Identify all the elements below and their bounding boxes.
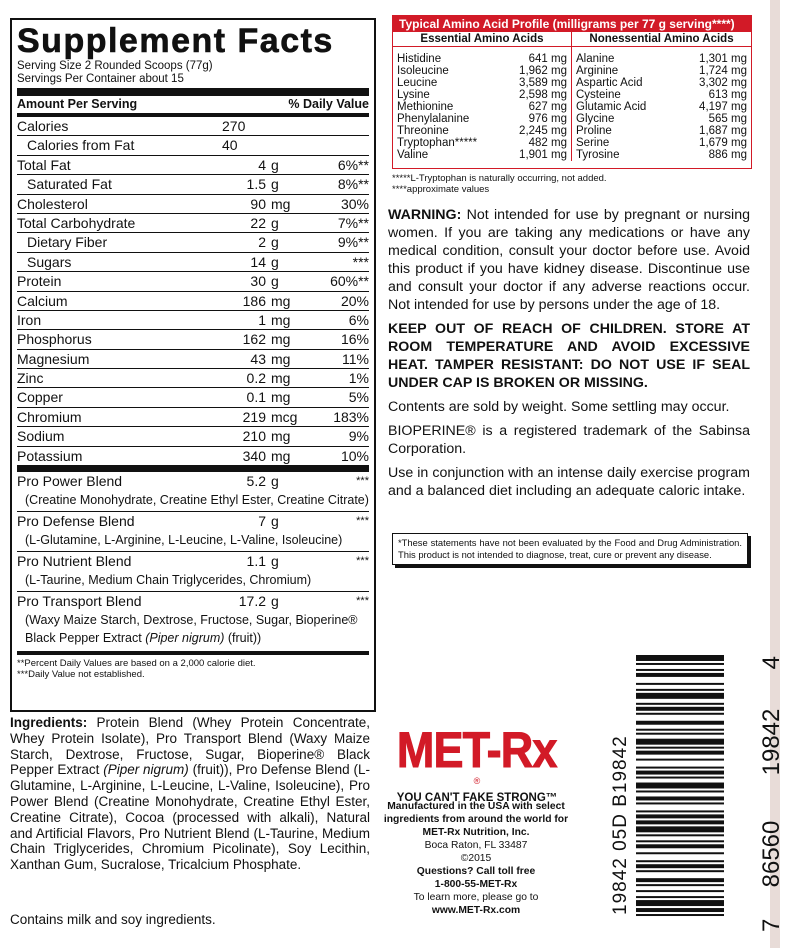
- nutrient-name: Chromium: [17, 408, 82, 425]
- nutrient-row: [17, 292, 369, 311]
- amino-value: 1,724 mg: [699, 65, 747, 77]
- nutrient-name: Phosphorus: [17, 331, 92, 348]
- calories-fat-label: Calories from Fat: [27, 137, 135, 154]
- amino-value: 641 mg: [528, 53, 567, 65]
- amino-name: Arginine: [576, 65, 619, 77]
- calories-label: Calories: [17, 118, 69, 134]
- blend-unit: g: [271, 473, 279, 490]
- amino-name: Isoleucine: [397, 65, 449, 77]
- nutrient-row: [17, 311, 369, 330]
- tryptophan-note: *****L-Tryptophan is naturally occurring, not added.: [392, 173, 607, 184]
- allergen-statement: Contains milk and soy ingredients.: [10, 912, 216, 927]
- nutrient-amount: 210: [242, 428, 266, 445]
- essential-column: [393, 47, 572, 161]
- blend-dv: ***: [356, 475, 369, 488]
- ingredients-part: (fruit)), Pro Defense Blend (L-Glutamine, L-Arginine, L-Leucine, L-Valine, Isoleucine), Pro Power Blend (Creatine Monohydrate, Creatine Ethyl Ester, Creatine Citrate), Cocoa (processed with alkali), Natural and Artificial Flavors, Pro Nutrient Blend (L-Taurine, Medium Chain Triglycerides, Chromium Picolinate), Soy Lecithin, Xanthan Gum, Sucralose, Tricalcium Phosphate.: [10, 762, 370, 873]
- nutrient-unit: g: [271, 214, 279, 231]
- amino-value: 565 mg: [708, 113, 747, 125]
- serving-size: Serving Size 2 Rounded Scoops (77g): [17, 60, 213, 72]
- nutrient-unit: mg: [271, 331, 291, 348]
- nutrient-unit: g: [271, 156, 279, 173]
- calories-fat-row: [17, 136, 369, 155]
- nutrient-dv: 7%**: [337, 214, 369, 231]
- nutrient-dv: 16%: [340, 331, 369, 348]
- barcode-bar: [636, 759, 724, 761]
- nutrient-amount: 22: [250, 214, 266, 231]
- nutrient-name: Iron: [17, 311, 42, 328]
- fda-disclaimer: *These statements have not been evaluated by the Food and Drug Administration. This product is not intended to diagnose, treat, cure or prevent any disease.: [392, 533, 748, 565]
- blend-unit: g: [271, 593, 279, 610]
- nutrient-row: [17, 350, 369, 369]
- amino-value: 886 mg: [708, 149, 747, 161]
- barcode-bar: [636, 860, 724, 862]
- amino-name: Lysine: [397, 89, 430, 101]
- barcode-bar: [636, 707, 724, 711]
- warning-label: WARNING:: [388, 207, 462, 223]
- nutrient-unit: mg: [271, 292, 291, 309]
- amino-row: [397, 125, 567, 137]
- blend-amount: 17.2: [238, 593, 266, 610]
- amino-name: Threonine: [397, 125, 449, 137]
- barcode-bar: [636, 796, 724, 800]
- amino-row: [576, 65, 747, 77]
- nutrient-amount: 90: [250, 195, 266, 212]
- amino-row: [576, 149, 747, 161]
- nutrient-row: [17, 175, 369, 194]
- nutrient-row: [17, 233, 369, 252]
- ingredients-text: [10, 715, 370, 873]
- nutrient-dv: 11%: [342, 350, 369, 367]
- barcode-bar: [636, 767, 724, 769]
- divider-bottom: [17, 651, 369, 655]
- ingredients-part: Protein Blend (Whey Protein Concentrate, Whey Protein Isolate), Pro Transport Blend (Waxy Maize Starch, Dextrose, Fructose, Sugar, Bioperine® Black Pepper Extract: [10, 715, 370, 778]
- nutrient-dv: 6%: [348, 311, 369, 328]
- nutrient-amount: 0.1: [246, 389, 266, 406]
- barcode-digit-1: 7: [758, 918, 785, 932]
- barcode-bar: [636, 834, 724, 836]
- amino-value: 4,197 mg: [699, 101, 747, 113]
- nonessential-header: Nonessential Amino Acids: [589, 33, 734, 45]
- amino-name: Leucine: [397, 77, 438, 89]
- amino-value: 1,301 mg: [699, 53, 747, 65]
- nutrient-rows: [17, 156, 369, 466]
- brand-tagline: YOU CAN'T FAKE STRONG™: [396, 792, 558, 804]
- nutrient-dv: 6%**: [337, 156, 369, 173]
- barcode-bar: [636, 864, 724, 868]
- blend-rows: [17, 472, 369, 649]
- barcode-bar: [636, 655, 724, 661]
- mfg-copyright: ©2015: [460, 853, 492, 864]
- nutrient-row: [17, 447, 369, 466]
- amino-name: Glutamic Acid: [576, 101, 647, 113]
- nutrient-unit: mg: [271, 195, 291, 212]
- barcode-bar: [636, 683, 724, 685]
- bioperine-trademark: BIOPERINE® is a registered trademark of the Sabinsa Corporation.: [388, 423, 750, 457]
- blend-amount: 1.1: [246, 553, 266, 570]
- nutrient-dv: 8%**: [337, 176, 369, 193]
- amino-row: [397, 53, 567, 65]
- ingredients-italic: (Piper nigrum): [103, 762, 189, 778]
- barcode-bar: [636, 689, 724, 691]
- amino-value: 1,962 mg: [519, 65, 567, 77]
- blend-name: Pro Transport Blend: [17, 593, 142, 610]
- dv-header: % Daily Value: [288, 97, 369, 111]
- contents-note: Contents are sold by weight. Some settling may occur.: [388, 399, 730, 415]
- logo-wordmark: MET-Rx: [397, 722, 557, 778]
- amino-row: [576, 53, 747, 65]
- panel-title: Supplement Facts: [17, 22, 334, 60]
- nutrient-amount: 186: [242, 292, 266, 309]
- nutrient-name: Potassium: [17, 447, 83, 464]
- amino-value: 3,302 mg: [699, 77, 747, 89]
- nutrient-amount: 43: [250, 350, 266, 367]
- nutrient-unit: mcg: [271, 408, 298, 425]
- barcode-bar: [636, 747, 724, 749]
- barcode-bar: [636, 840, 724, 842]
- nutrient-row: [17, 253, 369, 272]
- amino-row: [397, 101, 567, 113]
- nutrient-row: [17, 369, 369, 388]
- blend-dv: ***: [356, 555, 369, 568]
- nutrient-amount: 4: [258, 156, 266, 173]
- amino-value: 1,679 mg: [699, 137, 747, 149]
- footnote-established: ***Daily Value not established.: [17, 669, 145, 681]
- nutrient-row: [17, 427, 369, 446]
- approximate-note: ****approximate values: [392, 184, 490, 195]
- nutrient-unit: g: [271, 253, 279, 270]
- nutrient-amount: 30: [250, 273, 266, 290]
- nutrient-name: Dietary Fiber: [27, 234, 108, 251]
- mfg-learn: To learn more, please go to: [413, 892, 539, 903]
- blend-desc-part: (Waxy Maize Starch, Dextrose, Fructose, Sugar, Bioperine® Black Pepper Extract: [25, 613, 358, 646]
- nutrient-amount: 340: [242, 447, 266, 464]
- amino-row: [397, 65, 567, 77]
- nutrient-unit: mg: [271, 447, 291, 464]
- blend-desc-italic: (Piper nigrum): [145, 631, 225, 646]
- nutrient-name: Total Fat: [17, 156, 71, 173]
- barcode-bar: [636, 896, 724, 898]
- nutrient-unit: mg: [271, 311, 291, 328]
- barcode-bar: [636, 826, 724, 832]
- nutrient-name: Saturated Fat: [27, 176, 112, 193]
- barcode-digit-2: 86560: [758, 820, 785, 888]
- amino-name: Methionine: [397, 101, 454, 113]
- barcode-bar: [636, 693, 724, 699]
- blend-row: [17, 512, 369, 552]
- nutrient-unit: mg: [271, 350, 291, 367]
- blend-row: [17, 472, 369, 512]
- barcode-bar: [636, 884, 724, 886]
- footnote-dv: **Percent Daily Values are based on a 2,000 calorie diet.: [17, 658, 256, 670]
- barcode-bar: [636, 814, 724, 818]
- ingredients-label: Ingredients:: [10, 715, 88, 730]
- nutrient-dv: 9%: [348, 428, 369, 445]
- blend-desc-part: (fruit)): [224, 631, 262, 646]
- amino-row: [576, 113, 747, 125]
- nutrient-amount: 0.2: [246, 370, 266, 387]
- barcode-bar: [636, 673, 724, 677]
- amino-value: 613 mg: [708, 89, 747, 101]
- barcode-bar: [636, 790, 724, 792]
- barcode-bar: [636, 810, 724, 812]
- nutrient-row: [17, 195, 369, 214]
- nutrient-dv: ***: [352, 253, 369, 270]
- nutrient-name: Total Carbohydrate: [17, 214, 136, 231]
- blend-description: [17, 611, 369, 647]
- amino-row: [397, 77, 567, 89]
- nutrient-amount: 1: [258, 311, 266, 328]
- nutrient-amount: 14: [250, 253, 266, 270]
- amino-value: 1,687 mg: [699, 125, 747, 137]
- barcode-bar: [636, 900, 724, 906]
- amino-row: [397, 113, 567, 125]
- lot-code: 19842 05D B19842: [610, 735, 631, 915]
- nutrient-row: [17, 272, 369, 291]
- blend-row: [17, 592, 369, 649]
- nutrient-unit: g: [271, 234, 279, 251]
- supplement-facts-panel: [10, 18, 376, 712]
- amino-name: Alanine: [576, 53, 615, 65]
- mfg-line: Manufactured in the USA with select ingredients from around the world for: [383, 801, 569, 825]
- blend-unit: g: [271, 513, 279, 530]
- nutrient-unit: g: [271, 273, 279, 290]
- barcode-bar: [636, 771, 724, 775]
- mfg-website: www.MET-Rx.com: [431, 905, 521, 916]
- divider-thick: [17, 88, 369, 96]
- nutrient-name: Copper: [17, 389, 63, 406]
- amino-name: Cysteine: [576, 89, 621, 101]
- barcode-bar: [636, 751, 724, 755]
- barcode-digit-4: 4: [758, 656, 785, 670]
- barcode-bar: [636, 703, 724, 705]
- nutrient-unit: mg: [271, 389, 291, 406]
- barcode-bar: [636, 777, 724, 779]
- barcode-bar: [636, 870, 724, 872]
- amino-name: Glycine: [576, 113, 615, 125]
- blend-description: (L-Glutamine, L-Arginine, L-Leucine, L-Valine, Isoleucine): [25, 533, 343, 548]
- blend-dv: ***: [356, 515, 369, 528]
- amino-name: Proline: [576, 125, 612, 137]
- nutrient-dv: 10%: [340, 447, 369, 464]
- amount-header: Amount Per Serving: [17, 97, 138, 111]
- nutrient-name: Sodium: [17, 428, 65, 445]
- nutrient-unit: mg: [271, 428, 291, 445]
- manufacturer-info: [378, 800, 574, 917]
- barcode-bar: [636, 783, 724, 789]
- barcode-bar: [636, 721, 724, 725]
- barcode-bar: [636, 852, 724, 854]
- nutrient-amount: 2: [258, 234, 266, 251]
- calories-value: 270: [222, 118, 246, 134]
- servings-per-container: Servings Per Container about 15: [17, 73, 184, 85]
- nutrient-dv: 5%: [348, 389, 369, 406]
- nutrient-name: Protein: [17, 273, 62, 290]
- amino-value: 3,589 mg: [519, 77, 567, 89]
- mfg-address: Boca Raton, FL 33487: [424, 840, 528, 851]
- amino-name: Tyrosine: [576, 149, 620, 161]
- barcode-bar: [636, 844, 724, 848]
- barcode-digits: [758, 632, 786, 932]
- warnings-section: [388, 206, 750, 506]
- nutrient-row: [17, 156, 369, 175]
- amino-value: 1,901 mg: [519, 149, 567, 161]
- amino-value: 2,598 mg: [519, 89, 567, 101]
- amino-row: [576, 89, 747, 101]
- blend-name: Pro Defense Blend: [17, 513, 135, 530]
- amino-row: [576, 77, 747, 89]
- barcode-bar: [636, 908, 724, 912]
- barcode-bar: [636, 820, 724, 824]
- essential-header: Essential Amino Acids: [393, 32, 572, 46]
- blend-row: [17, 552, 369, 592]
- nutrient-amount: 219: [242, 408, 266, 425]
- nutrient-dv: 9%**: [337, 234, 369, 251]
- amino-row: [576, 125, 747, 137]
- nutrient-name: Calcium: [17, 292, 68, 309]
- nonessential-column: [572, 47, 751, 161]
- blend-description: (L-Taurine, Medium Chain Triglycerides, Chromium): [25, 573, 312, 588]
- barcode-bar: [636, 729, 724, 731]
- barcode-bar: [636, 802, 724, 804]
- nutrient-name: Cholesterol: [17, 195, 88, 212]
- amino-table-title: Typical Amino Acid Profile (milligrams per 77 g serving****): [393, 16, 751, 32]
- amino-value: 976 mg: [528, 113, 567, 125]
- amino-acid-table: [392, 15, 752, 169]
- barcode-bar: [636, 733, 724, 735]
- nutrient-name: Zinc: [17, 370, 44, 387]
- nutrient-name: Magnesium: [17, 350, 90, 367]
- amino-row: [576, 137, 747, 149]
- barcode-bar: [636, 739, 724, 745]
- storage-warning: KEEP OUT OF REACH OF CHILDREN. STORE AT ROOM TEMPERATURE AND AVOID EXCESSIVE HEAT. TAMPER RESISTANT: DO NOT USE IF SEAL UNDER CAP IS BROKEN OR MISSING.: [388, 321, 750, 391]
- amino-value: 627 mg: [528, 101, 567, 113]
- nutrient-dv: 60%**: [330, 273, 369, 290]
- nutrient-unit: g: [271, 176, 279, 193]
- nutrient-amount: 162: [242, 331, 266, 348]
- amino-row: [576, 101, 747, 113]
- amino-value: 482 mg: [528, 137, 567, 149]
- mfg-questions: Questions? Call toll free: [416, 866, 536, 877]
- blend-name: Pro Nutrient Blend: [17, 553, 132, 570]
- nutrient-row: [17, 330, 369, 349]
- blend-name: Pro Power Blend: [17, 473, 123, 490]
- amino-name: Histidine: [397, 53, 442, 65]
- nutrient-unit: mg: [271, 370, 291, 387]
- warning-paragraph: [388, 206, 750, 314]
- nutrient-dv: 20%: [340, 292, 369, 309]
- brand-logo: [386, 724, 568, 804]
- barcode-bar: [636, 878, 724, 882]
- amount-header-row: [17, 96, 369, 113]
- barcode: [636, 655, 724, 920]
- mfg-phone: 1-800-55-MET-Rx: [434, 879, 518, 890]
- amino-name: Valine: [397, 149, 429, 161]
- nutrient-amount: 1.5: [246, 176, 266, 193]
- barcode-digit-3: 19842: [758, 708, 785, 776]
- calories-row: [17, 117, 369, 136]
- nutrient-row: [17, 408, 369, 427]
- barcode-bar: [636, 890, 724, 892]
- amino-name: Phenylalanine: [397, 113, 470, 125]
- calories-fat-value: 40: [222, 137, 238, 154]
- usage-note: Use in conjunction with an intense daily exercise program and a balanced diet including an adequate caloric intake.: [388, 465, 750, 499]
- warning-text: Not intended for use by pregnant or nursing women. If you are taking any medications or have any medical condition, consult your doctor before use. Avoid this product if you have kidney disease. Discontinue use and consult your doctor if any adverse reactions occur. Not intended for use by persons under the age of 18.: [388, 207, 750, 313]
- barcode-bar: [636, 914, 724, 916]
- logo-registered: ®: [473, 776, 481, 786]
- nutrient-row: [17, 388, 369, 407]
- nutrient-dv: 183%: [333, 408, 369, 425]
- amino-row: [397, 149, 567, 161]
- barcode-bar: [636, 669, 724, 671]
- nutrient-dv: 30%: [340, 195, 369, 212]
- barcode-bar: [636, 713, 724, 715]
- amino-header-row: [393, 32, 751, 47]
- blend-amount: 7: [258, 513, 266, 530]
- nutrient-name: Sugars: [27, 253, 72, 270]
- amino-row: [397, 137, 567, 149]
- blend-unit: g: [271, 553, 279, 570]
- amino-value: 2,245 mg: [519, 125, 567, 137]
- blend-dv: ***: [356, 595, 369, 608]
- amino-name: Aspartic Acid: [576, 77, 643, 89]
- nutrient-dv: 1%: [348, 370, 369, 387]
- blend-amount: 5.2: [246, 473, 266, 490]
- barcode-bar: [636, 663, 724, 665]
- mfg-company: MET-Rx Nutrition, Inc.: [422, 827, 530, 838]
- amino-name: Serine: [576, 137, 610, 149]
- blend-description: (Creatine Monohydrate, Creatine Ethyl Ester, Creatine Citrate): [25, 493, 369, 508]
- amino-name: Tryptophan*****: [397, 137, 478, 149]
- nutrient-row: [17, 214, 369, 233]
- amino-row: [397, 89, 567, 101]
